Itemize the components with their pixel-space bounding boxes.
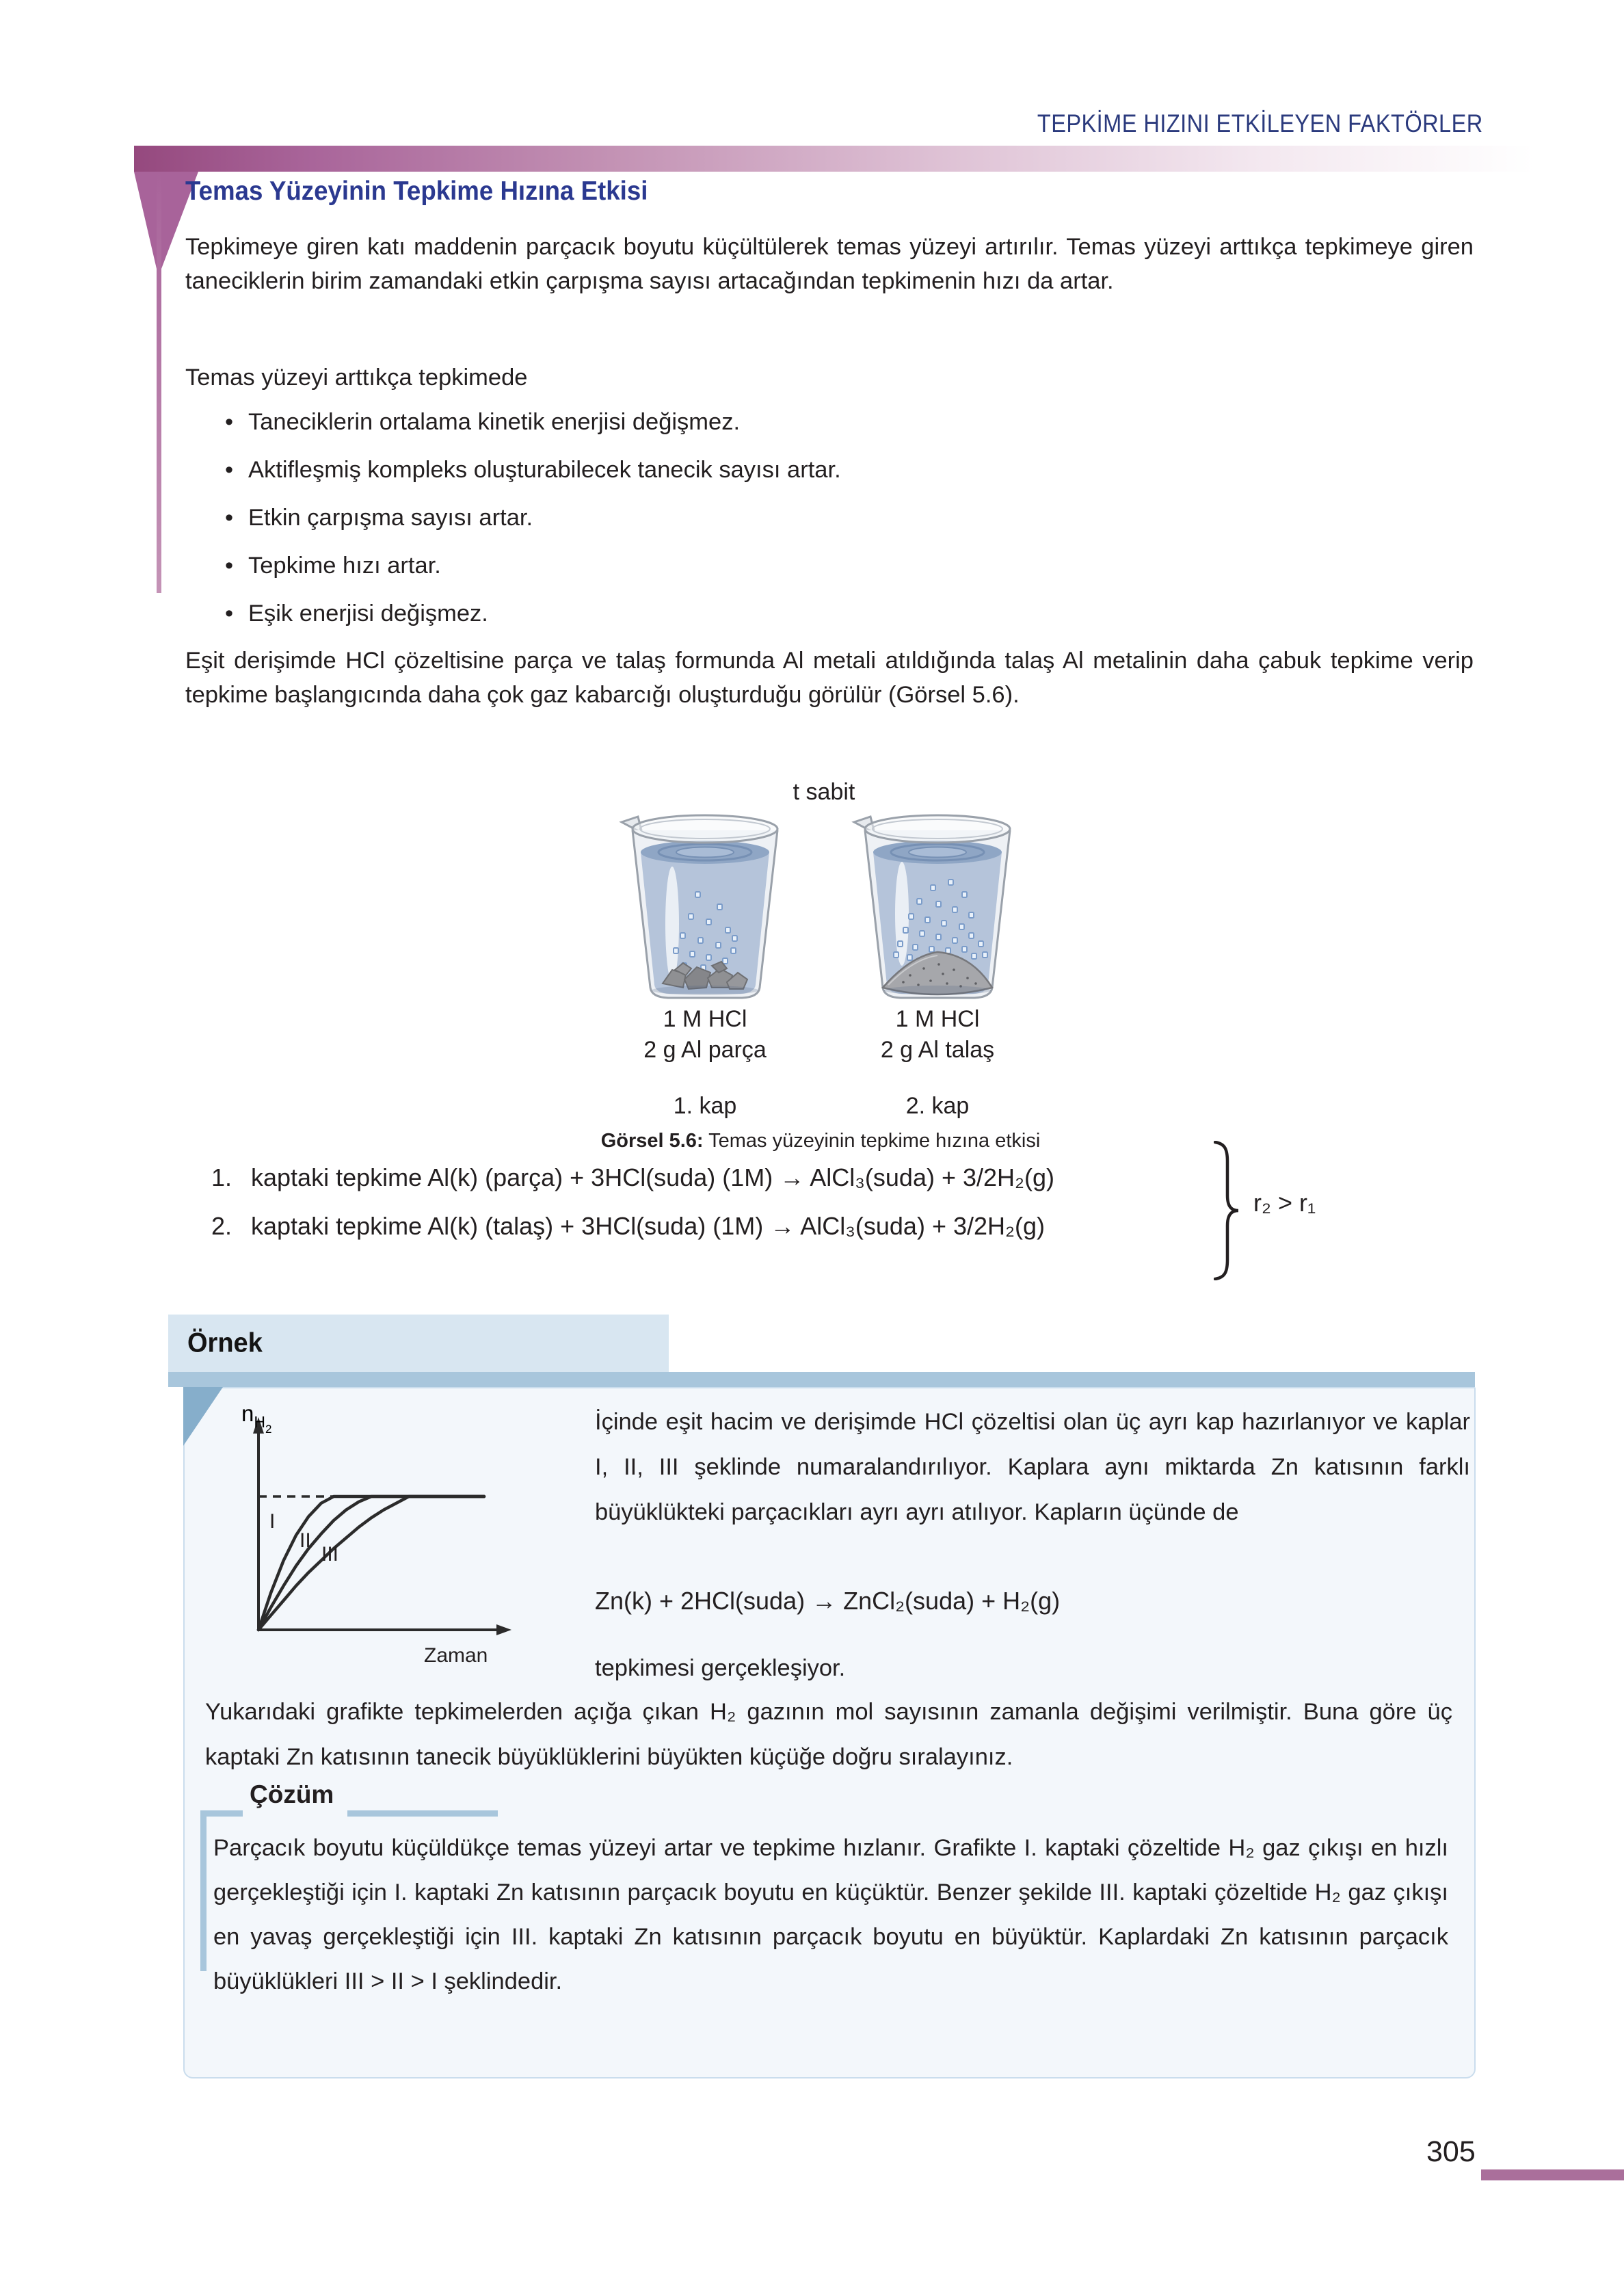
beaker2-illustration [854, 815, 1010, 998]
curve-III [258, 1496, 484, 1630]
figure-caption-number: Görsel 5.6: [600, 1130, 704, 1152]
section-accent-line [157, 172, 161, 593]
beaker1-caption: 1. kap [673, 1093, 737, 1119]
bullet-marker: • [225, 553, 234, 579]
beaker1-solid: 2 g Al parça [643, 1037, 767, 1063]
running-header: TEPKİME HIZINI ETKİLEYEN FAKTÖRLER [1037, 109, 1483, 137]
curve-layer [258, 1496, 484, 1630]
curly-brace [1214, 1141, 1244, 1280]
example-equation-after: tepkimesi gerçekleşiyor. [595, 1655, 846, 1681]
list-item-text: Eşik enerjisi değişmez. [248, 601, 488, 626]
example-equation: Zn(k) + 2HCl(suda) → ZnCl₂(suda) + H₂(g) [595, 1587, 1061, 1615]
beaker1-label [589, 1004, 821, 1066]
effects-list [225, 405, 1456, 644]
page-footer-bar [1481, 2169, 1624, 2180]
bullet-marker: • [225, 601, 234, 626]
list-item [225, 405, 1456, 439]
list-item-text: Aktifleşmiş kompleks oluşturabilecek tanecik sayısı artar. [248, 457, 841, 483]
list-item [225, 596, 1456, 631]
list-item-text: Etkin çarpışma sayısı artar. [248, 505, 533, 531]
list-item [225, 549, 1456, 583]
list-item-text: Tepkime hızı artar. [248, 553, 441, 579]
example-divider-bar [168, 1372, 1475, 1387]
list-item [225, 501, 1456, 535]
figure-temperature-label: t sabit [793, 779, 855, 805]
bullet-marker: • [225, 505, 234, 531]
bullet-marker: • [225, 457, 234, 483]
beaker1-solution: 1 M HCl [663, 1006, 747, 1032]
x-axis-arrow [496, 1624, 511, 1635]
bullet-marker: • [225, 409, 234, 435]
reaction-equation-2 [211, 1212, 1045, 1241]
solution-rule-left [200, 1810, 243, 1817]
paragraph-al-example: Eşit derişimde HCl çözeltisine parça ve talaş formunda Al metali atıldığında talaş Al metalinin daha çabuk tepkime verip tepkime başlangıcında daha çok gaz kabarcığı oluşturduğu görülür (Görsel 5.6). [185, 648, 1474, 708]
beaker2-label [821, 1004, 1054, 1066]
h2-time-graph [204, 1394, 559, 1695]
list-intro: Temas yüzeyi arttıkça tepkimede [185, 365, 528, 391]
figure-caption-text: Temas yüzeyinin tepkime hızına etkisi [703, 1130, 1041, 1152]
solution-rule-right [347, 1810, 498, 1817]
equation-number: 2. [211, 1212, 232, 1240]
rate-comparison: r₂ > r₁ [1253, 1189, 1316, 1217]
equation-text: kaptaki tepkime Al(k) (parça) + 3HCl(suda) (1M) → AlCl₃(suda) + 3/2H₂(g) [251, 1163, 1054, 1191]
beaker1-illustration [622, 815, 777, 998]
figure-caption [402, 1130, 1239, 1152]
equation-number: 1. [211, 1163, 232, 1191]
beaker2-solution: 1 M HCl [895, 1006, 980, 1032]
solution-rule-vertical [200, 1810, 207, 1971]
header-gradient-bar [134, 146, 1624, 172]
list-item [225, 453, 1456, 487]
beaker2-caption: 2. kap [905, 1093, 970, 1119]
x-axis-label: Zaman [424, 1644, 488, 1667]
example-tab [168, 1315, 669, 1372]
page-number: 305 [1426, 2135, 1476, 2168]
beaker2-solid: 2 g Al talaş [880, 1037, 995, 1063]
reaction-equation-1 [211, 1163, 1054, 1192]
example-tab-label: Örnek [187, 1328, 263, 1358]
solution-text: Parçacık boyutu küçüldükçe temas yüzeyi artar ve tepkime hızlanır. Grafikte I. kaptaki çözeltide H₂ gaz çıkışı en hızlı gerçekleştiği için I. kaptaki Zn katısının parçacık boyutu en küçüktür. Benzer şekilde III. kaptaki çözeltide H₂ gaz çıkışı en yavaş gerçekleştiği için III. kaptaki Zn katısının parçacık boyutu en büyüktür. Kaplardaki Zn katısının parçacık büyüklükleri III > II > I şeklindedir. [213, 1835, 1448, 1994]
curve-label-2: II [299, 1529, 311, 1552]
solution-title: Çözüm [250, 1780, 334, 1808]
beakers-illustration [544, 808, 1104, 1008]
example-question: Yukarıdaki grafikte tepkimelerden açığa çıkan H₂ gazının mol sayısının zamanla değişimi verilmiştir. Buna göre üç kaptaki Zn katısının tanecik büyüklüklerini büyükten küçüğe doğru sıralayınız. [205, 1699, 1452, 1770]
curve-label-3: III [321, 1543, 339, 1566]
list-item-text: Taneciklerin ortalama kinetik enerjisi değişmez. [248, 409, 741, 435]
paragraph-contact-surface: Tepkimeye giren katı maddenin parçacık boyutu küçültülerek temas yüzeyi artırılır. Temas yüzeyi arttıkça tepkimeye giren taneciklerin birim zamandaki etkin çarpışma sayısı artacağından tepkimenin hızı da artar. [185, 234, 1474, 294]
example-text: İçinde eşit hacim ve derişimde HCl çözeltisi olan üç ayrı kap hazırlanıyor ve kaplar I, II, III şeklinde numaralandırılıyor. Kaplara aynı miktarda Zn katısının farklı büyüklükteki parçacıkları ayrı ayrı atılıyor. Kapların üçünde de [595, 1409, 1470, 1525]
y-axis-label: nH2 [241, 1401, 272, 1436]
example-box [183, 1387, 1476, 2078]
curve-label-1: I [269, 1510, 276, 1533]
section-title: Temas Yüzeyinin Tepkime Hızına Etkisi [185, 176, 648, 206]
equation-text: kaptaki tepkime Al(k) (talaş) + 3HCl(suda) (1M) → AlCl₃(suda) + 3/2H₂(g) [251, 1212, 1045, 1240]
